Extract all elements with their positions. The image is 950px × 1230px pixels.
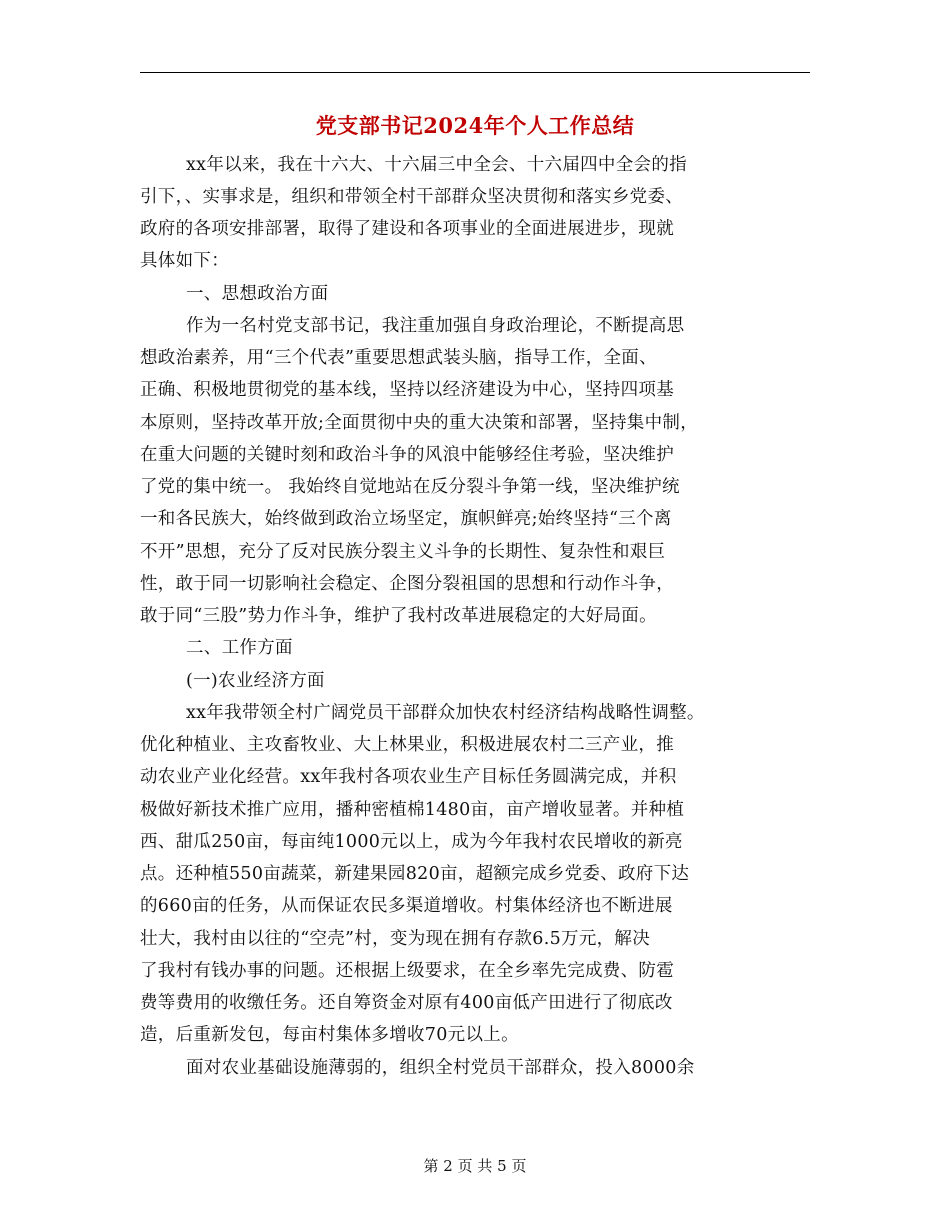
text-line: 点。还种植550亩蔬菜，新建果园820亩，超额完成乡党委、政府下达 [140,864,690,884]
text-line: 费等费用的收缴任务。还自筹资金对原有400亩低产田进行了彻底改 [140,993,673,1013]
text-line: xx年我带领全村广阔党员干部群众加快农村经济结构战略性调整。 [186,703,705,723]
text-line: 造，后重新发包，每亩村集体多增收70元以上。 [140,1025,519,1045]
section-heading: 一、思想政治方面 [186,284,329,304]
section-heading: 二、工作方面 [186,638,293,658]
text-line: 了党的集中统一。 我始终自觉地站在反分裂斗争第一线，坚决维护统 [140,477,680,497]
text-line: 正确、积极地贯彻党的基本线，坚持以经济建设为中心，坚持四项基 [140,380,674,400]
text-line: 一和各民族大，始终做到政治立场坚定，旗帜鲜亮;始终坚持“三个离 [140,509,672,529]
text-line: 西、甜瓜250亩，每亩纯1000元以上，成为今年我村农民增收的新亮 [140,832,683,852]
text-line: xx年以来，我在十六大、十六届三中全会、十六届四中全会的指 [186,155,687,175]
text-line: 不开”思想，充分了反对民族分裂主义斗争的长期性、复杂性和艰巨 [140,542,666,562]
page-footer: 第 2 页 共 5 页 [423,1157,527,1175]
text-line: 动农业产业化经营。xx年我村各项农业生产目标任务圆满完成，并积 [140,767,677,787]
text-line: 优化种植业、主攻畜牧业、大上林果业，积极进展农村二三产业，推 [140,735,674,755]
text-line: 敢于同“三股”势力作斗争，维护了我村改革进展稳定的大好局面。 [140,606,657,626]
text-line: 面对农业基础设施薄弱的，组织全村党员干部群众，投入8000余 [186,1058,695,1078]
text-line: 具体如下： [140,251,229,271]
text-line: 本原则，坚持改革开放;全面贯彻中央的重大决策和部署，坚持集中制， [140,413,698,433]
text-line: 壮大，我村由以往的“空壳”村，变为现在拥有存款6.5万元，解决 [140,929,651,949]
top-rule [140,72,810,73]
text-line: 作为一名村党支部书记，我注重加强自身政治理论，不断提高思 [186,316,685,336]
text-line: 了我村有钱办事的问题。还根据上级要求，在全乡率先完成费、防雹 [140,961,674,981]
text-line: 在重大问题的关键时刻和政治斗争的风浪中能够经住考验，坚决维护 [140,445,674,465]
text-line: 引下，、实事求是，组织和带领全村干部群众坚决贯彻和落实乡党委、 [140,187,684,207]
text-line: 的660亩的任务，从而保证农民多渠道增收。村集体经济也不断进展 [140,896,673,916]
subsection-heading: (一)农业经济方面 [186,671,325,691]
document-title: 党支部书记2024年个人工作总结 [315,113,635,138]
text-line: 想政治素养，用“三个代表”重要思想武装头脑，指导工作，全面、 [140,348,657,368]
text-line: 政府的各项安排部署，取得了建设和各项事业的全面进展进步，现就 [140,219,674,239]
text-line: 性，敢于同一切影响社会稳定、企图分裂祖国的思想和行动作斗争， [140,574,674,594]
text-line: 极做好新技术推广应用，播种密植棉1480亩，亩产增收显著。并种植 [140,800,685,820]
